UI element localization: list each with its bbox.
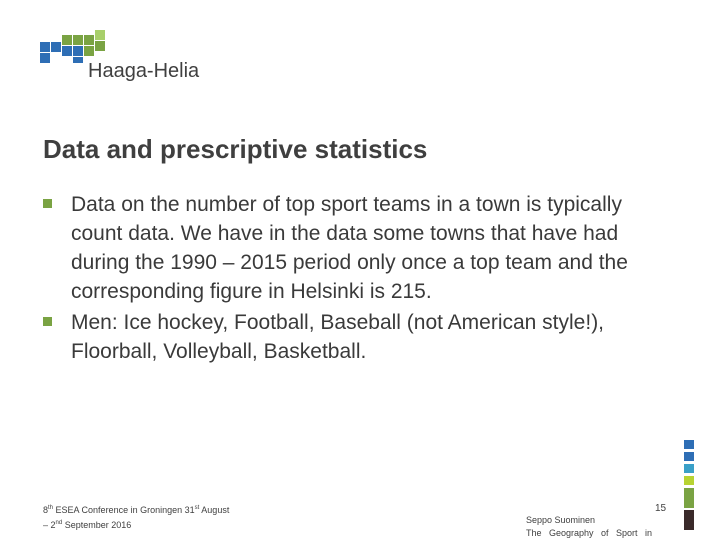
footer-text: September 2016 (62, 520, 132, 530)
strip-block (684, 452, 694, 461)
bullet-text: Men: Ice hockey, Football, Baseball (not American style!), Floorball, Volleyball, Basketball. (71, 311, 605, 363)
footer-text: – 2 (43, 520, 56, 530)
footer-event-line1 (43, 502, 283, 517)
strip-block (684, 440, 694, 449)
accent-color-strip (684, 440, 694, 532)
strip-block (684, 464, 694, 473)
strip-block (684, 476, 694, 485)
logo-wordmark: Haaga-Helia (88, 60, 200, 82)
footer-text: ESEA Conference in Groningen 31 (53, 505, 195, 515)
footer-sup: nd (55, 520, 63, 526)
footer-sup: th (48, 505, 54, 511)
haaga-helia-logo (40, 30, 210, 85)
slide-title: Data and prescriptive statistics (43, 134, 428, 164)
author-name: Seppo Suominen (526, 515, 596, 525)
footer-text: 8 (43, 505, 49, 515)
page-number: 15 (655, 503, 667, 514)
footer-event-info (43, 502, 283, 532)
footer-event-line2 (43, 517, 283, 532)
footer-text: August (199, 505, 230, 515)
bullet-text: Data on the number of top sport teams in a town is typically count data. We have in the data some towns that have had during the 1990 – 2015 period only once a top team and the corresponding figure in Helsinki is 215. (71, 193, 628, 303)
bullet-item (43, 190, 673, 306)
strip-block (684, 488, 694, 508)
bullet-square-icon (43, 199, 52, 208)
bullet-item (43, 308, 673, 366)
footer-sup: st (194, 505, 200, 511)
footer-author (526, 514, 652, 540)
strip-block (684, 510, 694, 530)
author-subtitle: The Geography of Sport in (526, 528, 653, 538)
bullet-square-icon (43, 317, 52, 326)
bullet-list (43, 190, 673, 368)
